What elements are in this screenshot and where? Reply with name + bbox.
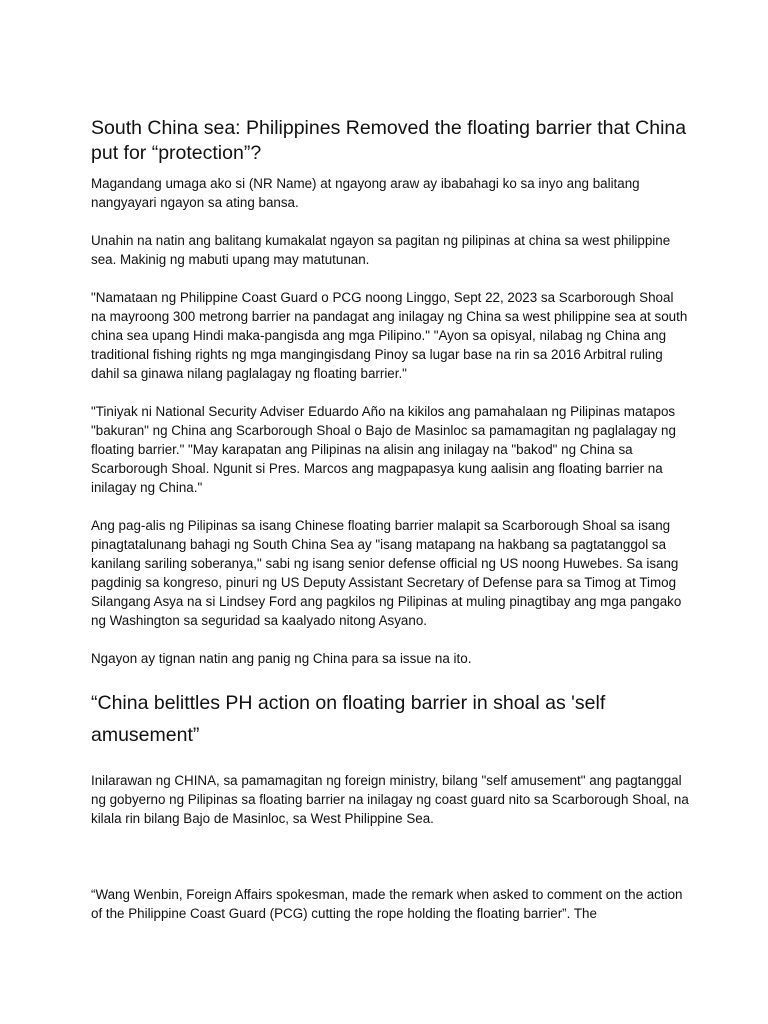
paragraph-us-statement: Ang pag-alis ng Pilipinas sa isang Chinese floating barrier malapit sa Scarborough Shoal sa isang pinagtatalunang bahagi ng South China Sea ay "isang matapang na hakbang sa pagtatanggol sa kanilang sariling soberanya," sabi ng isang senior defense official ng US noong Huwebes. Sa isang pagdinig sa kongreso, pinuri ng US Deputy Assistant Secretary of Defense para sa Timog at Timog Silangang Asya na si Lindsey Ford ang pagkilos ng Pilipinas at muling pinagtibay ang mga pangako ng Washington sa seguridad sa kaalyado nitong Asyano. <box>91 518 682 628</box>
paragraph-wang-wenbin: “Wang Wenbin, Foreign Affairs spokesman, made the remark when asked to comment on the action of the Philippine Coast Guard (PCG) cutting the rope holding the floating barrier”. The <box>91 887 683 921</box>
blank-space <box>91 847 691 885</box>
article-title: South China sea: Philippines Removed the floating barrier that China put for “protection”? <box>91 117 687 164</box>
paragraph-pcg-report: "Namataan ng Philippine Coast Guard o PCG noong Linggo, Sept 22, 2023 sa Scarborough Shoal na mayroong 300 metrong barrier na pandagat ang inilagay ng China sa west philippine sea at south china sea upang Hindi maka-pangisda ang mga Pilipino." "Ayon sa opisyal, nilabag ng China ang traditional fishing rights ng mga mangingisdang Pinoy sa lugar base na rin sa 2016 Arbitral ruling dahil sa ginawa nilang paglalagay ng floating barrier." <box>91 290 688 381</box>
paragraph-intro: Magandang umaga ako si (NR Name) at ngayong araw ay ibabahagi ko sa inyo ang balitang nangyayari ngayon sa ating bansa. <box>91 176 640 210</box>
paragraph-china-side: Ngayon ay tignan natin ang panig ng China para sa issue na ito. <box>91 651 472 666</box>
paragraph-china-ministry: Inilarawan ng CHINA, sa pamamagitan ng foreign ministry, bilang "self amusement" ang pagtanggal ng gobyerno ng Pilipinas sa floating barrier na inilagay ng coast guard nito sa Scarborough Shoal, na kilala rin bilang Bajo de Masinloc, sa West Philippine Sea. <box>91 773 689 826</box>
paragraph-security-adviser: "Tiniyak ni National Security Adviser Eduardo Año na kikilos ang pamahalaan ng Pilipinas matapos "bakuran" ng China ang Scarborough Shoal o Bajo de Masinloc sa pamamagitan ng paglalagay ng floating barrier." "May karapatan ang Pilipinas na alisin ang inilagay na "bakod" ng China sa Scarborough Shoal. Ngunit si Pres. Marcos ang magpapasya kung aalisin ang floating barrier na inilagay ng China." <box>91 404 676 495</box>
article-subheading: “China belittles PH action on floating barrier in shoal as 'self amusement” <box>91 692 606 746</box>
paragraph-lead: Unahin na natin ang balitang kumakalat ngayon sa pagitan ng pilipinas at china sa west philippine sea. Makinig ng mabuti upang may matutunan. <box>91 233 671 267</box>
document-page <box>91 116 691 942</box>
